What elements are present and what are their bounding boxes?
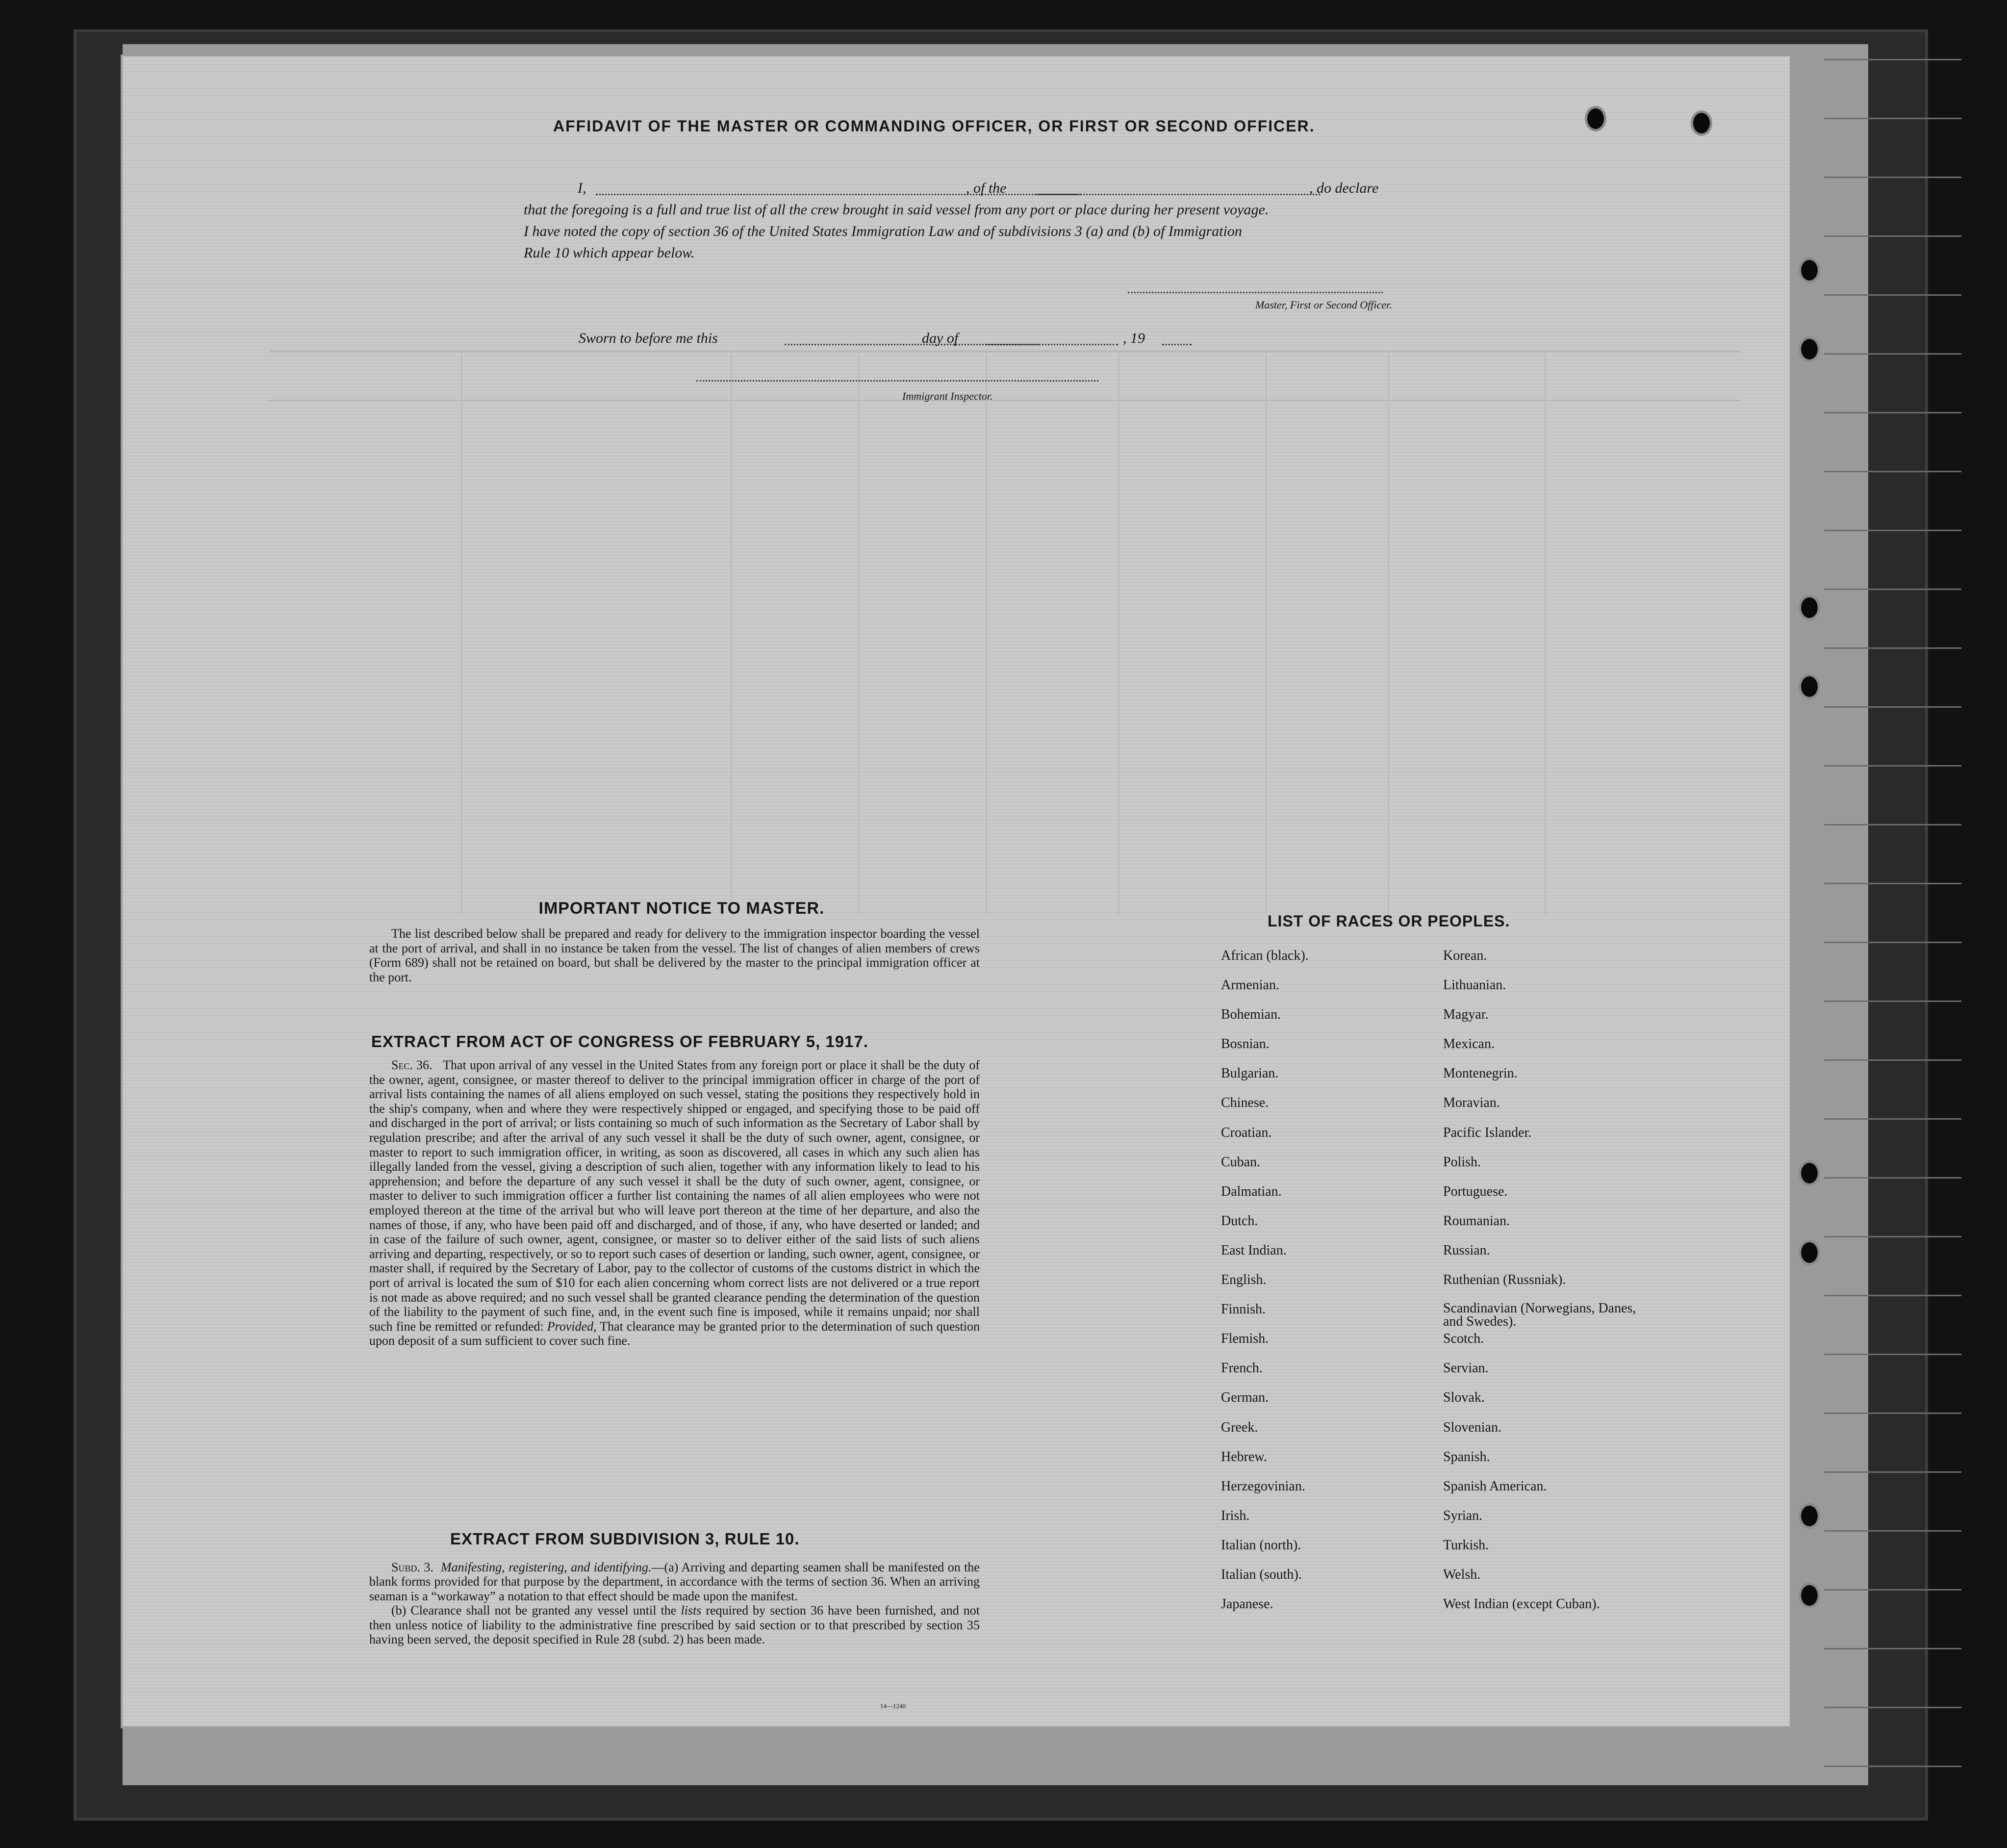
declaration-line-4: Rule 10 which appear below. — [524, 245, 695, 261]
race-item: Italian (south). — [1221, 1566, 1302, 1582]
race-item: French. — [1221, 1360, 1263, 1376]
race-item: Korean. — [1443, 948, 1487, 963]
race-item: Welsh. — [1443, 1566, 1481, 1582]
declaration-line-2: that the foregoing is a full and true list of all the crew brought in said vessel from any port or place during her present voyage. — [524, 202, 1269, 218]
race-item: Dalmatian. — [1221, 1183, 1282, 1199]
notice-text: The list described below shall be prepared and ready for delivery to the immigration inspector boarding the vessel at the port of arrival, and shall in no instance be taken from the vessel. The list of changes of alien members of crews (Form 689) shall not be retained on board, but shall be delivered by the master to the principal immigration officer at the port. — [369, 926, 980, 984]
rule-extract-title: EXTRACT FROM SUBDIVISION 3, RULE 10. — [450, 1530, 800, 1548]
race-item: Servian. — [1443, 1360, 1489, 1376]
sworn-year-label: , 19 — [1123, 330, 1145, 346]
day-of-label: day of — [922, 330, 959, 346]
race-item: Polish. — [1443, 1154, 1481, 1170]
inspector-signature-line — [696, 380, 1098, 382]
declaration-i: I, — [578, 180, 586, 196]
race-item: Irish. — [1221, 1508, 1250, 1523]
punch-hole — [1801, 260, 1818, 281]
races-left-column — [1221, 948, 1309, 1626]
form-number: 14—1240 — [880, 1702, 906, 1710]
race-item: German. — [1221, 1390, 1269, 1406]
sworn-month-blank — [986, 344, 1118, 345]
subdivision-b-lists: lists — [681, 1603, 702, 1618]
bleed-column — [731, 351, 732, 915]
bleed-column — [986, 351, 987, 915]
inspector-signature-label: Immigrant Inspector. — [902, 390, 993, 402]
race-item: Japanese. — [1221, 1596, 1273, 1612]
race-item: Flemish. — [1221, 1331, 1269, 1347]
punch-hole — [1801, 676, 1818, 697]
subdivision-a-text: —(a) Arriving and departing seamen shall be manifested on the blank forms provided for that purpose by the department, in accordance with the terms of section 36. When an arriving seaman is a “workaway” a notation to that effect should be made upon the manifest. — [369, 1560, 980, 1603]
race-item: Scotch. — [1443, 1331, 1484, 1347]
race-item: Roumanian. — [1443, 1213, 1510, 1229]
declaration-do-declare: , do declare — [1309, 180, 1379, 196]
officer-name-blank — [596, 194, 1081, 195]
master-signature-line — [1128, 292, 1383, 293]
master-signature-label: Master, First or Second Officer. — [1255, 299, 1392, 311]
sworn-label: Sworn to before me this — [579, 330, 718, 346]
notice-body — [369, 926, 980, 984]
race-item: East Indian. — [1221, 1242, 1287, 1258]
race-item: Pacific Islander. — [1443, 1125, 1532, 1140]
race-item: Italian (north). — [1221, 1537, 1301, 1553]
race-item: Portuguese. — [1443, 1183, 1508, 1199]
bleed-column — [858, 351, 860, 915]
declaration-of-the: , of the — [966, 180, 1007, 196]
bleed-rule — [270, 400, 1741, 401]
bleed-rule — [270, 351, 1741, 352]
punch-hole — [1801, 597, 1818, 618]
subdivision-b-intro: (b) Clearance shall not be granted any vessel until the — [391, 1603, 677, 1618]
punch-hole — [1693, 113, 1710, 133]
rule-extract-body — [369, 1560, 980, 1646]
sworn-year-blank — [1162, 344, 1192, 345]
notice-title: IMPORTANT NOTICE TO MASTER. — [538, 899, 825, 918]
declaration-line-3: I have noted the copy of section 36 of the United States Immigration Law and of subdivisions 3 (a) and (b) of Immigration — [524, 223, 1242, 239]
race-item: Spanish American. — [1443, 1478, 1547, 1494]
section-label: Sec. 36. — [391, 1058, 432, 1072]
punch-hole — [1801, 1585, 1818, 1606]
race-item: Slovak. — [1443, 1390, 1485, 1406]
race-item: Bulgarian. — [1221, 1066, 1279, 1081]
race-item: Finnish. — [1221, 1302, 1266, 1317]
subdivision-b-text: required by section 36 have been furnished, and not then unless notice of liability to the administrative fine prescribed by said section or to that prescribed by section 35 having been served, the deposit specified in Rule 28 (subd. 2) has been made. — [369, 1603, 980, 1647]
race-item: Greek. — [1221, 1419, 1258, 1435]
race-item: Ruthenian (Russniak). — [1443, 1272, 1566, 1288]
punch-hole — [1587, 108, 1604, 129]
act-extract-title: EXTRACT FROM ACT OF CONGRESS OF FEBRUARY 5, 1917. — [371, 1032, 869, 1051]
race-item: Lithuanian. — [1443, 977, 1506, 993]
punch-hole — [1801, 1506, 1818, 1526]
race-item: Slovenian. — [1443, 1419, 1501, 1435]
race-item: Dutch. — [1221, 1213, 1258, 1229]
race-item: Scandinavian (Norwegians, Danes, and Swedes). — [1443, 1301, 1636, 1330]
race-item: Herzegovinian. — [1221, 1478, 1305, 1494]
race-item: African (black). — [1221, 948, 1309, 963]
bleed-column — [461, 351, 462, 915]
race-item: Hebrew. — [1221, 1449, 1267, 1464]
race-item: Chinese. — [1221, 1095, 1269, 1111]
ruled-margin — [1824, 59, 1961, 1775]
race-item: Spanish. — [1443, 1449, 1490, 1464]
affidavit-title: AFFIDAVIT OF THE MASTER OR COMMANDING OFFICER, OR FIRST OR SECOND OFFICER. — [553, 117, 1315, 135]
bleed-column — [1118, 351, 1119, 915]
race-item: Bohemian. — [1221, 1007, 1281, 1023]
act-extract-body — [369, 1058, 980, 1348]
race-item: Cuban. — [1221, 1154, 1261, 1170]
manifest-page — [123, 56, 1790, 1726]
subdivision-heading: Manifesting, registering, and identifying. — [440, 1560, 652, 1574]
section-36-text: That upon arrival of any vessel in the United States from any foreign port or place it shall be the duty of the owner, agent, consignee, or master thereof to deliver to the principal immigration officer in charge of the port of arrival lists containing the names of all aliens employed on such vessel, stating the positions they respectively hold in the ship's company, when and where they were respectively shipped or engaged, and specifying those to be paid off and discharged in the port of arrival; or lists containing so much of such information as the Secretary of Labor shall by regulation prescribe; and after the arrival of any such vessel it shall be the duty of such owner, agent, consignee, or master to report to such immigration officer, in writing, as soon as discovered, all cases in which any such alien has illegally landed from the vessel, giving a description of such alien, together with any information likely to lead to his apprehension; and before the departure of any such vessel it shall be the duty of such owner, agent, consignee, or master to deliver to such immigration officer a further list containing the names of all alien employees who were not employed thereon at the time of the arrival but who will leave port thereon at the time of her departure, and also the names of those, if any, who have been paid off and discharged, and of those, if any, who have deserted or landed; and in case of the failure of such owner, agent, consignee, or master so to deliver either of the said lists of such aliens arriving and departing, respectively, or so to report such cases of desertion or landing, such owner, agent, consignee, or master shall, if required by the Secretary of Labor, pay to the collector of customs of the customs district in which the port of arrival is located the sum of $10 for each alien concerning whom correct lists are not delivered or a true report is not made as above required; and no such vessel shall be granted clearance pending the determination of the question of the liability to the payment of such fine, and, in the event such fine is imposed, while it remains unpaid; nor shall such fine be remitted or refunded: — [369, 1058, 980, 1334]
race-item: Montenegrin. — [1443, 1066, 1518, 1081]
race-item: Croatian. — [1221, 1125, 1272, 1140]
punch-hole — [1801, 1242, 1818, 1263]
race-item: West Indian (except Cuban). — [1443, 1596, 1600, 1612]
provided-word: Provided, — [547, 1319, 597, 1334]
races-right-column — [1443, 948, 1659, 1626]
races-title: LIST OF RACES OR PEOPLES. — [1268, 912, 1510, 930]
bleed-column — [1265, 351, 1267, 915]
race-item: Armenian. — [1221, 977, 1279, 993]
race-item: Moravian. — [1443, 1095, 1500, 1111]
vessel-name-blank — [1036, 194, 1320, 195]
bleed-column — [1388, 351, 1389, 915]
race-item: Mexican. — [1443, 1036, 1495, 1052]
section-36-proviso: That clearance may be granted prior to the determination of such question upon deposit of a sum sufficient to cover such fine. — [369, 1319, 980, 1348]
bleed-column — [1545, 351, 1546, 915]
punch-hole — [1801, 1163, 1818, 1183]
race-item: Magyar. — [1443, 1007, 1489, 1023]
subdivision-label: Subd. 3. — [391, 1560, 433, 1574]
race-item: Bosnian. — [1221, 1036, 1270, 1052]
race-item: Turkish. — [1443, 1537, 1489, 1553]
race-item: English. — [1221, 1272, 1267, 1288]
punch-hole — [1801, 339, 1818, 359]
race-item: Syrian. — [1443, 1508, 1483, 1523]
race-item: Russian. — [1443, 1242, 1490, 1258]
